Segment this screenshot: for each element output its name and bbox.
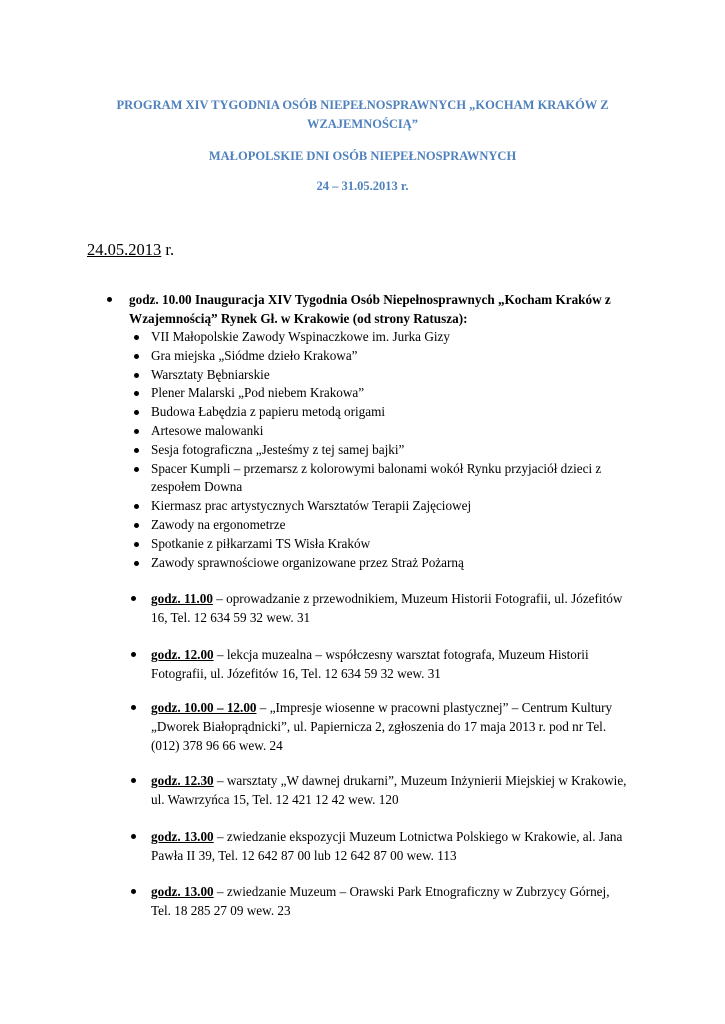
activity-text: Spacer Kumpli – przemarsz z kolorowymi balonami wokół Rynku przyjaciół dzieci z zespołem Downa — [151, 460, 602, 495]
bullet-icon — [134, 410, 139, 415]
bullet-icon — [131, 596, 136, 601]
bullet-icon — [131, 705, 136, 710]
schedule-description: – zwiedzanie Muzeum – Orawski Park Etnograficzny w Zubrzycy Górnej, Tel. 18 285 27 09 wew. 23 — [151, 884, 610, 918]
list-item — [107, 366, 642, 385]
program-subtitle: MAŁOPOLSKIE DNI OSÓB NIEPEŁNOSPRAWNYCH — [208, 149, 517, 163]
activity-text: Kiermasz prac artystycznych Warsztatów Terapii Zajęciowej — [151, 498, 472, 514]
activity-text: VII Małopolskie Zawody Wspinaczkowe im. Jurka Gizy — [151, 329, 450, 344]
schedule-description: – zwiedzanie ekspozycji Muzeum Lotnictwa Polskiego w Krakowie, al. Jana Pawła II 39, Tel. 12 642 87 00 lub 12 642 87 00 wew. 113 — [151, 829, 623, 863]
schedule-item — [131, 882, 631, 920]
schedule-item — [131, 645, 631, 683]
schedule-time: godz. 11.00 — [151, 591, 213, 606]
bullet-icon — [107, 297, 112, 302]
bullet-icon — [131, 778, 136, 783]
bullet-icon — [134, 391, 139, 396]
list-item — [107, 516, 642, 535]
schedule-description: – oprowadzanie z przewodnikiem, Muzeum Historii Fotografii, ul. Józefitów 16, Tel. 12 634 59 32 wew. 31 — [151, 591, 623, 625]
schedule-time: godz. 12.30 — [151, 773, 214, 788]
activity-text: Sesja fotograficzna „Jesteśmy z tej samej bajki” — [151, 441, 405, 457]
list-item — [107, 535, 642, 554]
schedule-time: godz. 13.00 — [151, 829, 214, 844]
bullet-icon — [134, 429, 139, 434]
bullet-icon — [134, 504, 139, 509]
schedule-item — [131, 771, 631, 809]
list-item — [107, 384, 642, 403]
program-title: PROGRAM XIV TYGODNIA OSÓB NIEPEŁNOSPRAWNYCH „KOCHAM KRAKÓW Z WZAJEMNOŚCIĄ” — [116, 98, 609, 131]
activity-text: Gra miejska „Siódme dzieło Krakowa” — [151, 347, 358, 363]
activity-text: Artesowe malowanki — [151, 422, 264, 438]
list-item — [107, 554, 642, 573]
day-date: 24.05.2013 — [87, 240, 162, 259]
bullet-icon — [134, 335, 139, 340]
schedule-time: godz. 13.00 — [151, 884, 214, 899]
list-item — [107, 441, 642, 460]
bullet-icon — [134, 561, 139, 566]
schedule-description: – warsztaty „W dawnej drukarni”, Muzeum Inżynierii Miejskiej w Krakowie, ul. Wawrzyńca 15, Tel. 12 421 12 42 wew. 120 — [151, 773, 627, 807]
schedule-item — [131, 589, 631, 627]
schedule-description: – lekcja muzealna – współczesny warsztat fotografa, Muzeum Historii Fotografii, ul. Józefitów 16, Tel. 12 634 59 32 wew. 31 — [151, 647, 589, 681]
activity-text: Zawody sprawnościowe organizowane przez Straż Pożarną — [151, 554, 464, 570]
schedule-time: godz. 12.00 — [151, 647, 214, 662]
bullet-icon — [134, 373, 139, 378]
bullet-icon — [134, 467, 139, 472]
list-item — [107, 497, 642, 516]
opening-event — [107, 290, 642, 572]
bullet-icon — [131, 889, 136, 894]
schedule-time: godz. 10.00 – 12.00 — [151, 700, 257, 715]
schedule-item — [131, 698, 631, 755]
list-item — [107, 328, 642, 347]
bullet-icon — [131, 834, 136, 839]
activity-text: Zawody na ergonometrze — [151, 516, 286, 532]
bullet-icon — [134, 542, 139, 547]
schedule-description: – „Impresje wiosenne w pracowni plastycznej” – Centrum Kultury „Dworek Białoprądnicki”, ul. Papiernicza 2, zgłoszenia do 17 maja 2013 r. pod nr Tel. (012) 378 96 66 wew. 24 — [151, 700, 613, 753]
day-heading — [87, 240, 174, 260]
bullet-icon — [134, 354, 139, 359]
list-item — [107, 403, 642, 422]
activity-text: Plener Malarski „Pod niebem Krakowa” — [151, 385, 365, 401]
schedule-item — [131, 827, 631, 865]
list-item — [107, 347, 642, 366]
bullet-icon — [134, 448, 139, 453]
list-item — [107, 422, 642, 441]
opening-event-text: godz. 10.00 Inauguracja XIV Tygodnia Osób Niepełnosprawnych „Kocham Kraków z Wzajemnością” Rynek Gł. w Krakowie (od strony Ratusza): — [129, 292, 611, 326]
activities-list — [107, 328, 642, 572]
day-suffix: r. — [161, 240, 175, 259]
list-item — [107, 460, 642, 498]
bullet-icon — [131, 652, 136, 657]
activity-text: Budowa Łabędzia z papieru metodą origami — [151, 404, 385, 420]
program-dates: 24 – 31.05.2013 r. — [316, 179, 409, 193]
bullet-icon — [134, 523, 139, 528]
activity-text: Spotkanie z piłkarzami TS Wisła Kraków — [151, 535, 371, 551]
activity-text: Warsztaty Bębniarskie — [151, 366, 270, 382]
